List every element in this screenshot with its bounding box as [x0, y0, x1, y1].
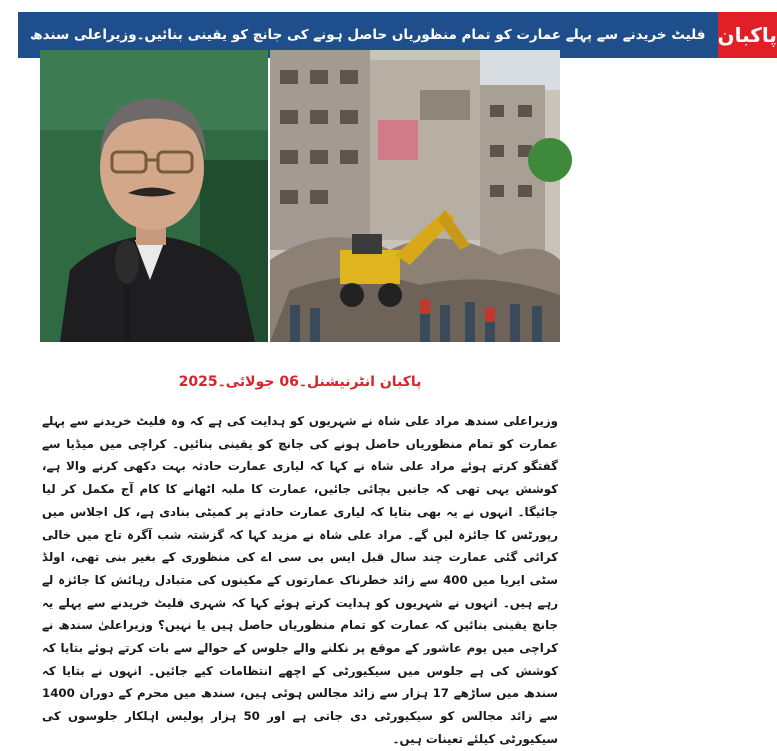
article-body: [42, 410, 559, 746]
headline: فلیٹ خریدنے سے پہلے عمارت کو تمام منظوریاں حاصل ہونے کی جانچ کو یقینی بنائیں۔وزیراعلی سندھ: [18, 12, 718, 58]
portrait-photo-icon: [40, 50, 268, 342]
article-paragraph: وزیراعلی سندھ مراد علی شاہ نے شہریوں کو ہدایت کی ہے کہ وہ فلیٹ خریدنے سے پہلے عمارت کو تمام منظوریاں حاصل ہونے کی جانچ کو یقینی بنائیں۔ کراچی میں میڈیا سے گفتگو کرتے ہوئے مراد علی شاہ نے کہا کہ لیاری عمارت حادثہ بہت دکھی کرنے والا ہے، کوشش یہی تھی کہ جانیں بچائی جائیں، عمارت کا ملبہ اٹھانے کا کام آج مکمل کر لیا جائیگا۔ انہوں نے یہ بھی بتایا کہ لیاری عمارت حادثے پر کمیٹی بنادی ہے، کل اجلاس میں رپورٹس کا جائزہ لیں گے۔ مراد علی شاہ نے مزید کہا کہ گزشتہ شب آگرہ تاج میں خالی کرائی گئی عمارت چند سال قبل ایس بی سی اے کی منظوری کے بغیر بنی تھی، اولڈ سٹی ایریا میں 400 سے زائد خطرناک عمارتوں کے مکینوں کی متبادل رہائش کا جائزہ لے رہے ہیں۔ انہوں نے شہریوں کو ہدایت کرتے ہوئے کہا کہ شہری فلیٹ خریدنے سے پہلے یہ جانچ یقینی بنائیں کہ عمارت کو تمام منظوریاں حاصل ہیں یا نہیں؟ وزیراعلیٰ سندھ نے کراچی میں یوم عاشور کے موقع پر نکلنے والے جلوس کے حوالے سے بات کرتے ہوئے بتایا کہ کوشش کی ہے جلوس میں سیکیورٹی کے اچھے انتظامات کیے جائیں۔ انہوں نے بتایا کہ سندھ میں ساڑھے 17 ہزار سے زائد مجالس ہوئی ہیں، سندھ میں محرم کے دوران 1400 سے زائد مجالس کو سیکیورٹی دی جاتی ہے اور 50 ہزار پولیس اہلکار جلوسوں کی سیکیورٹی کیلئے تعینات ہیں۔: [42, 414, 559, 746]
building-collapse-photo: [270, 50, 560, 342]
building-collapse-photo-icon: [270, 50, 560, 342]
news-photos: [40, 50, 560, 342]
dateline: پاکبان انٹرنیشنل۔06 جولائی۔2025: [178, 374, 422, 390]
brand-logo: پاکبان: [718, 12, 777, 58]
portrait-photo: [40, 50, 268, 342]
